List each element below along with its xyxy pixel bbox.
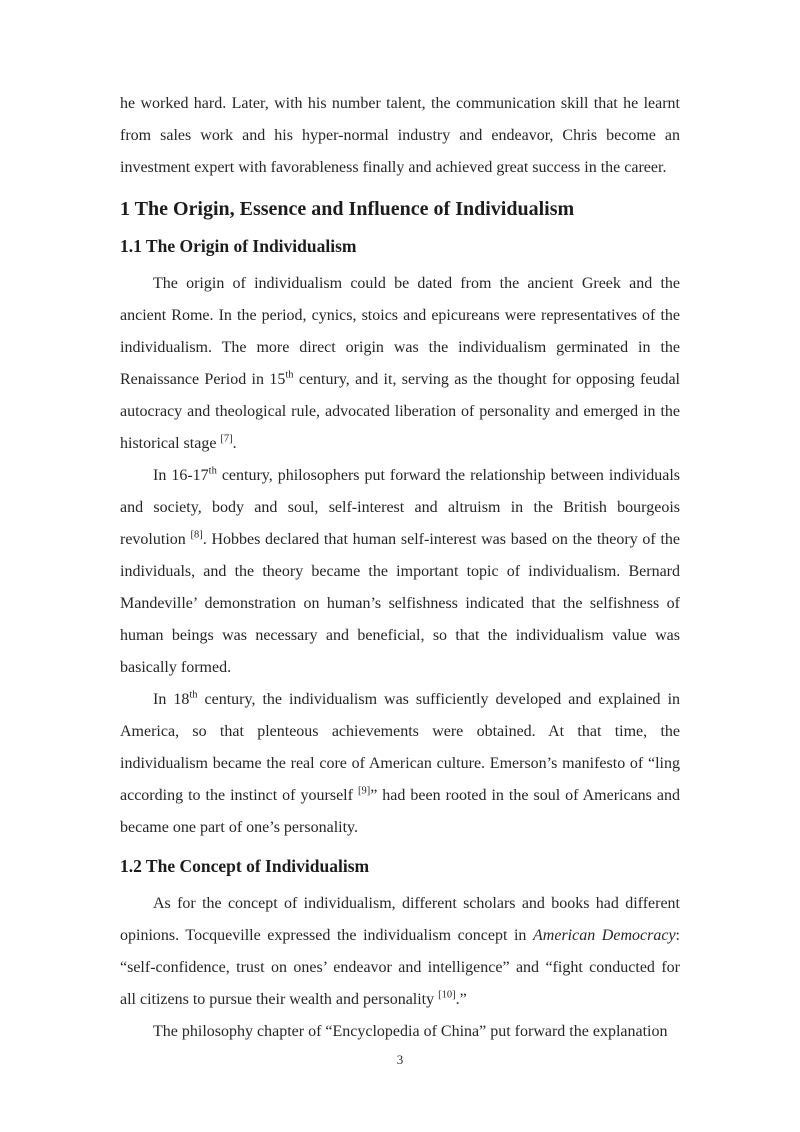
paragraph <box>120 684 680 844</box>
text-line: human beings was necessary and beneficial, so that the individualism value was <box>120 627 680 644</box>
citation-superscript: th <box>208 465 217 477</box>
text-line: “self-confidence, trust on ones’ endeavor and intelligence” and “fight conducted for <box>120 959 680 976</box>
text-line: autocracy and theological rule, advocated liberation of personality and emerged in the <box>120 403 680 420</box>
citation-superscript: th <box>285 369 294 381</box>
text-line: As for the concept of individualism, different scholars and books had different <box>153 895 680 912</box>
text-line: ancient Rome. In the period, cynics, stoics and epicureans were representatives of the <box>120 307 680 324</box>
text-line: In 18th century, the individualism was sufficiently developed and explained in <box>153 689 681 708</box>
italic-book-title: American Democracy <box>533 927 676 944</box>
citation-superscript: [8] <box>190 529 203 541</box>
text-line: The philosophy chapter of “Encyclopedia of China” put forward the explanation <box>153 1023 668 1040</box>
text-line: basically formed. <box>120 659 232 676</box>
text-line: Renaissance Period in 15th century, and it, serving as the thought for opposing feudal <box>120 369 681 388</box>
text-line: In 16-17th century, philosophers put forward the relationship between individuals <box>153 465 681 484</box>
text-line: America, so that plenteous achievements were obtained. At that time, the <box>120 723 680 740</box>
subsection-heading: 1.2 The Concept of Individualism <box>120 856 370 876</box>
paragraph <box>120 1016 680 1048</box>
citation-superscript: [10] <box>438 989 456 1001</box>
section-heading: 1 The Origin, Essence and Influence of Individualism <box>120 198 575 220</box>
text-line: became one part of one’s personality. <box>120 819 358 836</box>
text-line: historical stage [7]. <box>120 433 237 452</box>
paragraph <box>120 888 680 1016</box>
text-line: and society, body and soul, self-interest and altruism in the British bourgeois <box>120 499 680 516</box>
text-line: Mandeville’ demonstration on human’s selfishness indicated that the selfishness of <box>120 595 680 612</box>
text-line: revolution [8]. Hobbes declared that human self-interest was based on the theory of the <box>120 529 681 548</box>
page-number: 3 <box>396 1052 404 1067</box>
citation-superscript: [7] <box>220 433 233 445</box>
document-body <box>120 88 680 1048</box>
citation-superscript: th <box>189 689 198 701</box>
text-line: all citizens to pursue their wealth and personality [10].” <box>120 989 467 1008</box>
paragraph <box>120 268 680 460</box>
text-line: individualism. The more direct origin was the individualism germinated in the <box>120 339 680 356</box>
text-line: investment expert with favorableness finally and achieved great success in the career. <box>120 159 667 176</box>
text-line: The origin of individualism could be dated from the ancient Greek and the <box>153 275 680 292</box>
text-line: according to the instinct of yourself [9]” had been rooted in the soul of Americans and <box>120 785 681 804</box>
text-line: he worked hard. Later, with his number talent, the communication skill that he learnt <box>120 95 680 112</box>
citation-superscript: [9] <box>357 785 371 797</box>
text-line: individualism became the real core of American culture. Emerson’s manifesto of “ling <box>120 755 680 772</box>
paragraph <box>120 460 680 684</box>
text-line: individuals, and the theory became the important topic of individualism. Bernard <box>120 563 680 580</box>
text-line: from sales work and his hyper-normal industry and endeavor, Chris become an <box>120 127 680 144</box>
paragraph <box>120 88 680 184</box>
text-line: opinions. Tocqueville expressed the individualism concept in American Democracy: <box>120 927 680 944</box>
subsection-heading: 1.1 The Origin of Individualism <box>120 236 357 256</box>
